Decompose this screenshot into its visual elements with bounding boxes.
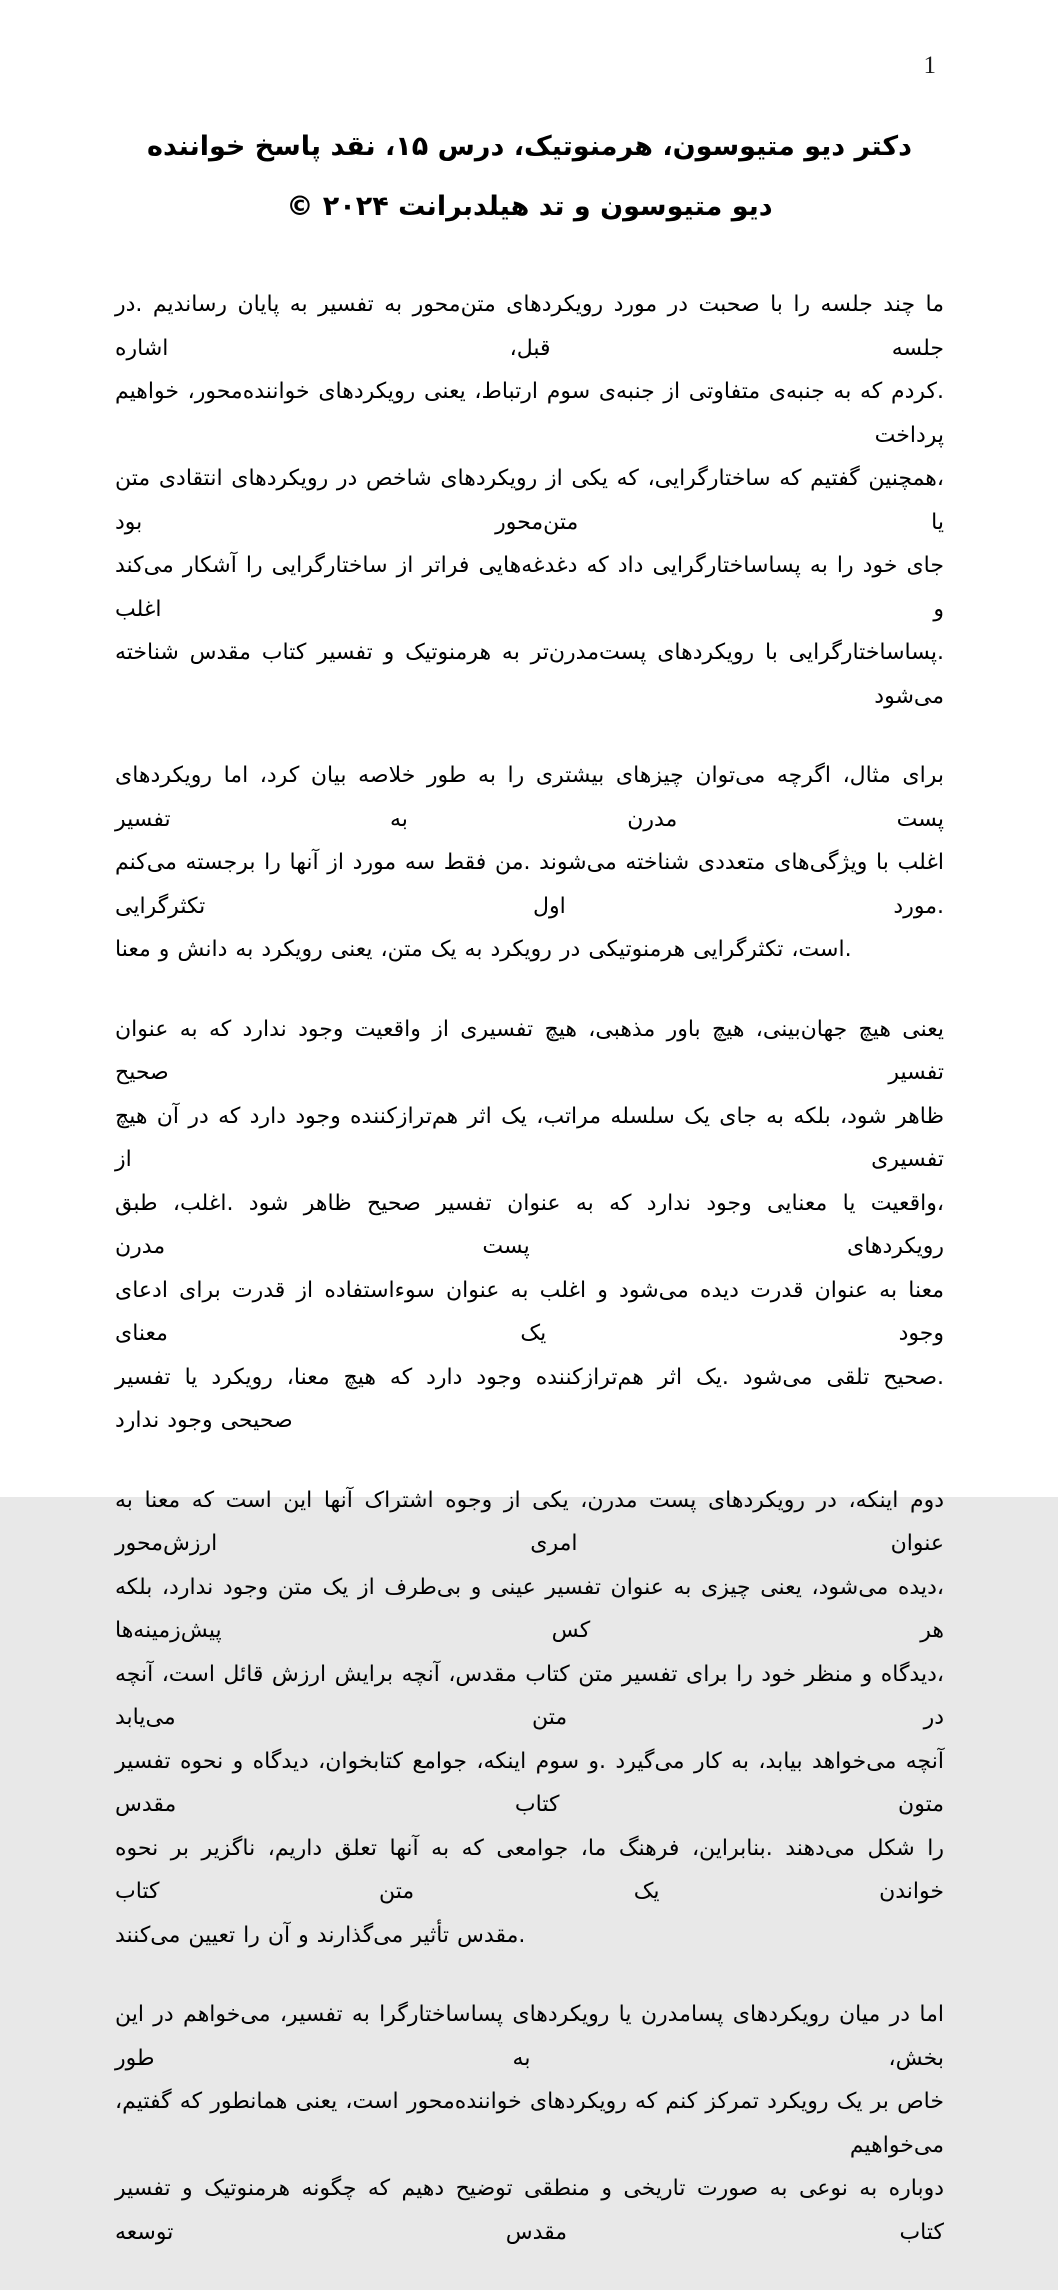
text-line: جای خود را به پساساختارگرایی داد که دغدغه‌هایی فراتر از ساختارگرایی را آشکار می‌کند و اغلب bbox=[115, 553, 944, 622]
text-line: ،همچنین گفتیم که ساختارگرایی، که یکی از رویکردهای شاخص در رویکردهای انتقادی متن یا متن‌محور بود bbox=[115, 466, 944, 535]
page-number: 1 bbox=[923, 52, 936, 79]
title-line-2: دیو متیوسون و تد هیلدبرانت ۲۰۲۴ © bbox=[286, 191, 773, 222]
text-line: دوم اینکه، در رویکردهای پست مدرن، یکی از وجوه اشتراک آنها این است که معنا به عنوان امری ارزش‌محور bbox=[115, 1487, 944, 1556]
text-line: یعنی هیچ جهان‌بینی، هیچ باور مذهبی، هیچ تفسیری از واقعیت وجود ندارد که به عنوان تفسیر صحیح bbox=[115, 1016, 944, 1085]
paragraph bbox=[115, 1008, 944, 1443]
page-content bbox=[115, 0, 944, 2290]
text-line: ،دیدگاه و منظر خود را برای تفسیر متن کتاب مقدس، آنچه برایش ارزش قائل است، آنچه در متن می‌یابد bbox=[115, 1661, 944, 1730]
text-line: .صحیح تلقی می‌شود .یک اثر هم‌ترازکننده وجود دارد که هیچ معنا، رویکرد یا تفسیر صحیحی وجود ندارد bbox=[115, 1364, 944, 1433]
text-line: .مقدس تأثیر می‌گذارند و آن را تعیین می‌کنند bbox=[115, 1922, 526, 1948]
text-line: خاص بر یک رویکرد تمرکز کنم که رویکردهای خواننده‌محور است، یعنی همانطور که گفتیم، می‌خواهیم bbox=[115, 2089, 944, 2158]
text-line: ،واقعیت یا معنایی وجود ندارد که به عنوان تفسیر صحیح ظاهر شود .اغلب، طبق رویکردهای پست مدرن bbox=[115, 1190, 944, 1259]
document-title bbox=[115, 117, 944, 237]
paragraph bbox=[115, 1479, 944, 1958]
paragraph bbox=[115, 1993, 944, 2254]
text-line: معنا به عنوان قدرت دیده می‌شود و اغلب به عنوان سوءاستفاده از قدرت برای ادعای وجود یک معنای bbox=[115, 1277, 944, 1346]
text-line: آنچه می‌خواهد بیابد، به کار می‌گیرد .و سوم اینکه، جوامع کتابخوان، دیدگاه و نحوه تفسیر متون کتاب مقدس bbox=[115, 1748, 944, 1817]
text-line: را شکل می‌دهند .بنابراین، فرهنگ ما، جوامعی که به آنها تعلق داریم، ناگزیر بر نحوه خواندن یک متن کتاب bbox=[115, 1835, 944, 1904]
text-line: ،دیده می‌شود، یعنی چیزی به عنوان تفسیر عینی و بی‌طرف از یک متن وجود ندارد، بلکه هر کس پیش‌زمینه‌ها bbox=[115, 1574, 944, 1643]
text-line: اغلب با ویژگی‌های متعددی شناخته می‌شوند .من فقط سه مورد از آنها را برجسته می‌کنم .مورد اول تکثرگرایی bbox=[115, 850, 944, 919]
text-line: ما چند جلسه را با صحبت در مورد رویکردهای متن‌محور به تفسیر به پایان رساندیم .در جلسه قبل، اشاره bbox=[115, 292, 944, 361]
text-line: برای مثال، اگرچه می‌توان چیزهای بیشتری را به طور خلاصه بیان کرد، اما رویکردهای پست مدرن به تفسیر bbox=[115, 763, 944, 832]
paragraph bbox=[115, 754, 944, 972]
text-line: .است، تکثرگرایی هرمنوتیکی در رویکرد به یک متن، یعنی رویکرد به دانش و معنا bbox=[115, 937, 852, 962]
text-line: .پساساختارگرایی با رویکردهای پست‌مدرن‌تر به هرمنوتیک و تفسیر کتاب مقدس شناخته می‌شود bbox=[115, 640, 944, 709]
title-line-1: دکتر دیو متیوسون، هرمنوتیک، درس ۱۵، نقد پاسخ خواننده bbox=[147, 131, 912, 162]
paragraph bbox=[115, 283, 944, 718]
text-line: اما در میان رویکردهای پسامدرن یا رویکردهای پساساختارگرا به تفسیر، می‌خواهم در این بخش، به طور bbox=[115, 2002, 944, 2071]
text-line: دوباره به نوعی به صورت تاریخی و منطقی توضیح دهیم که چگونه هرمنوتیک و تفسیر کتاب مقدس توسعه bbox=[115, 2176, 944, 2245]
text-line: .کردم که به جنبه‌ی متفاوتی از جنبه‌ی سوم ارتباط، یعنی رویکردهای خواننده‌محور، خواهیم پرداخت bbox=[115, 379, 944, 448]
text-line: ظاهر شود، بلکه به جای یک سلسله مراتب، یک اثر هم‌ترازکننده وجود دارد که در آن هیچ تفسیری از bbox=[115, 1103, 944, 1172]
document-body bbox=[115, 283, 944, 2254]
